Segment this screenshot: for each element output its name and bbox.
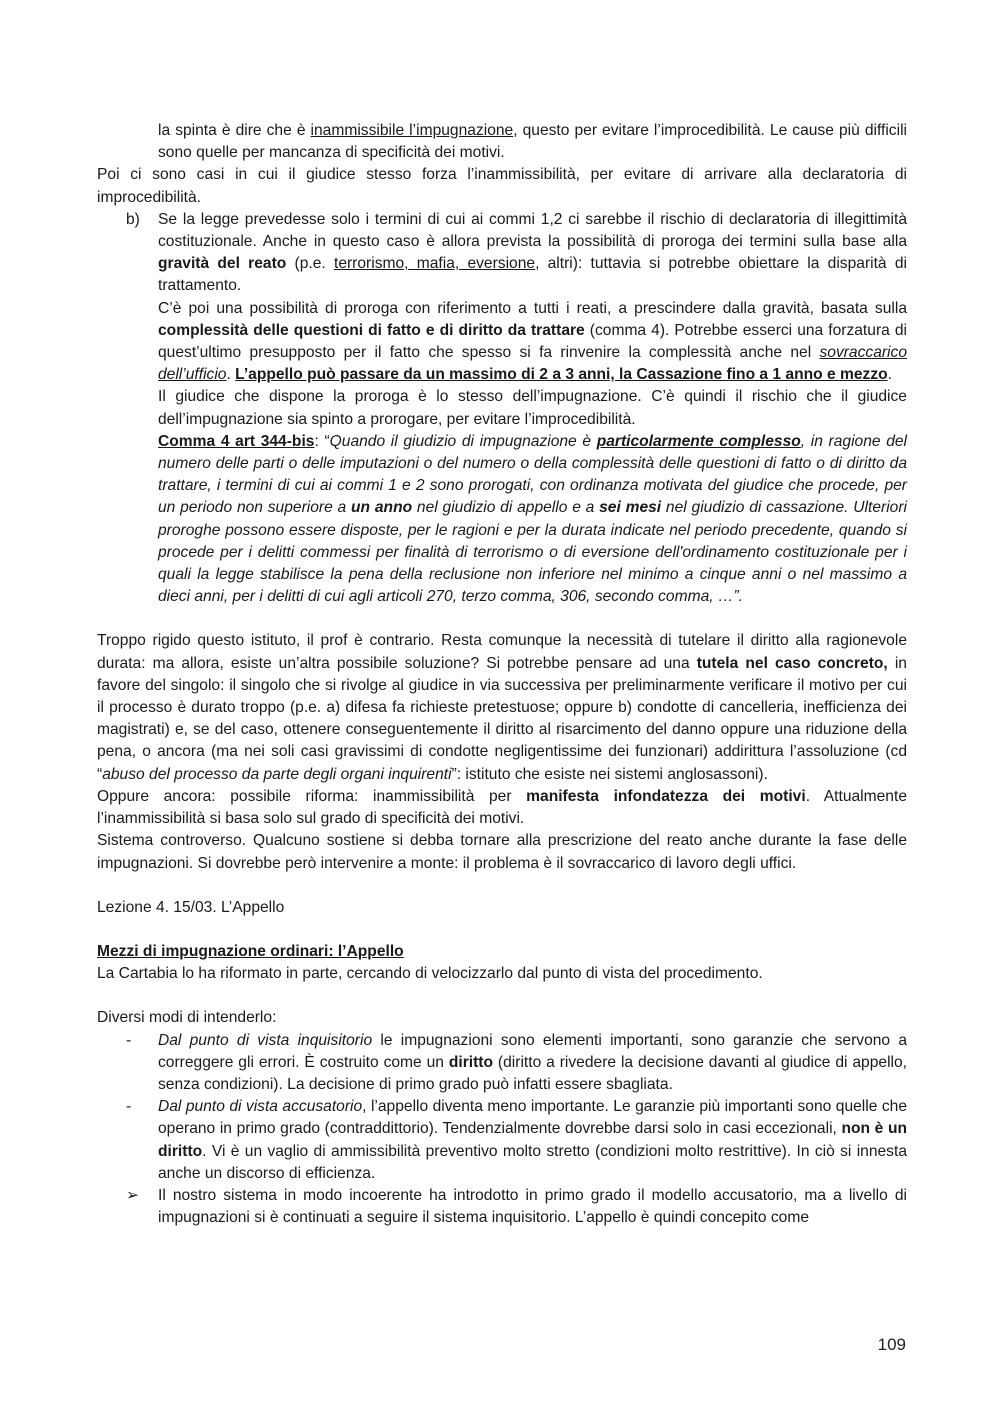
list-item-b	[97, 209, 907, 609]
text-run: C’è poi una possibilità di proroga con riferimento a tutti i reati, a prescindere dalla gravità, basata sulla	[158, 299, 907, 317]
paragraph-spinta	[97, 120, 907, 164]
dash-bullet: -	[126, 1098, 132, 1116]
article-reference: Comma 4 art 344-bis	[158, 432, 315, 450]
italic-term: Dal punto di vista accusatorio	[158, 1098, 363, 1116]
text-run: ”: istituto che esiste nei sistemi anglosassoni).	[451, 765, 768, 783]
text-run: le impugnazioni sono elementi importanti, sono garanzie che servono a correggere gli errori. È costruito come un	[158, 1031, 908, 1071]
text-run: Il nostro sistema in modo incoerente ha introdotto in primo grado il modello accusatorio, ma a livello di impugnazioni si è continuati a seguire il sistema inquisitorio. L’appello è quindi concepito come	[158, 1186, 907, 1227]
heading-text: Mezzi di impugnazione ordinari: l’Appello	[97, 942, 404, 960]
text-run: , questo per evitare l’improcedibilità. Le cause più difficili sono quelle per mancanza di specificità dei motivi.	[158, 122, 907, 162]
text-run: nel giudizio di appello e a	[412, 499, 600, 517]
list-item-sistema	[97, 1185, 907, 1229]
paragraph-proroga-gravita	[158, 209, 907, 298]
paragraph-sistema-controverso: Sistema controverso. Qualcuno sostiene si debba tornare alla prescrizione del reato anche durante la fase delle impugnazioni. Si dovrebbe però intervenire a monte: il problema è il sovraccarico di lavoro degli uffici.	[97, 832, 907, 872]
page-number: 109	[877, 1335, 906, 1354]
bold-term: diritto	[448, 1053, 494, 1071]
list-item-text	[158, 1096, 907, 1185]
bold-term: non è un diritto	[158, 1120, 908, 1160]
text-run: .	[226, 366, 236, 384]
bold-term: sei mesi	[599, 499, 662, 517]
paragraph-cartabia: La Cartabia lo ha riformato in parte, cercando di velocizzarlo dal punto di vista del procedimento.	[97, 965, 763, 983]
bold-term: complessità delle questioni di fatto e di diritto da trattare	[158, 321, 585, 339]
text-run: (p.e.	[286, 255, 334, 273]
paragraph-comma4-quote	[158, 431, 907, 609]
page-content	[97, 120, 907, 1229]
text-run: Se la legge prevedesse solo i termini di cui ai commi 1,2 ci sarebbe il rischio di declaratoria di illegittimità costituzionale. Anche in questo caso è allora prevista la possibilità di proroga dei termini sulla base alla	[158, 210, 907, 251]
bold-term: gravità del reato	[158, 255, 287, 273]
text-run: . Attualmente l’inammissibilità si basa solo sul grado di specificità dei motivi.	[97, 787, 907, 828]
paragraph-giudice-proroga: Il giudice che dispone la proroga è lo stesso dell’impugnazione. C’è quindi il rischio che il giudice dell’impugnazione sia spinto a prorogare, per evitare l’improcedibilità.	[158, 388, 907, 428]
underlined-term: terrorismo, mafia, eversione	[333, 255, 536, 273]
text-run: Troppo rigido questo istituto, il prof è contrario. Resta comunque la necessità di tutelare il diritto alla ragionevole durata: ma allora, esiste un’altra possibile soluzione? Si potrebbe pensare ad una	[97, 632, 907, 672]
list-item-text	[158, 1030, 907, 1097]
text-run: , altri): tuttavia si potrebbe obiettare la disparità di trattamento.	[158, 255, 907, 295]
italic-term: Dal punto di vista inquisitorio	[158, 1031, 373, 1049]
arrow-bullet-icon: ➢	[126, 1186, 140, 1204]
bold-term: manifesta infondatezza dei motivi	[526, 787, 806, 805]
section-heading	[97, 941, 907, 963]
spacer	[97, 608, 907, 630]
spacer	[97, 875, 907, 897]
paragraph-modi: Diversi modi di intenderlo:	[97, 1009, 277, 1027]
text-run: in favore del singolo: il singolo che si rivolge al giudice in via successiva per preliminarmente verificare il motivo per cui il processo è durato troppo (p.e. a) difesa fa richieste pretestuose; oppure b) condotte di cancelleria, inefficienza dei magistrati) e, se del caso, ottenere conseguentemente il diritto al risarcimento del danno oppure una riduzione della pena, o ancora (ma nei soli casi gravissimi di condotte negligentissime dei funzionari) addirittura l’assoluzione (cd “	[97, 654, 907, 783]
text-run: : “	[314, 432, 330, 450]
quoted-article-text	[158, 433, 907, 605]
list-item-text	[158, 1185, 907, 1229]
text-run: , l’appello diventa meno importante. Le garanzie più importanti sono quelle che operano in primo grado (contraddittorio). Tendenzialmente dovrebbe darsi solo in casi eccezionali,	[158, 1098, 907, 1138]
list-marker: b)	[126, 210, 140, 228]
text-run: , in ragione del numero delle parti o delle imputazioni o del numero o della complessità delle questioni di fatto o di diritto da trattare, i termini di cui ai commi 1 e 2 sono prorogati, con ordinanza motivata del giudice che procede, per un periodo non superiore a	[158, 432, 908, 517]
paragraph-inammissibilita: Poi ci sono casi in cui il giudice stesso forza l’inammissibilità, per evitare di arrivare alla declaratoria di improcedibilità.	[97, 166, 907, 206]
paragraph-tutela-concreto	[97, 630, 907, 785]
paragraph-proroga-complessita	[158, 298, 907, 387]
spacer	[97, 985, 907, 1007]
list-item-inquisitorio	[97, 1030, 907, 1097]
text-run: .	[887, 366, 893, 384]
text-run: Oppure ancora: possibile riforma: inammissibilità per	[97, 787, 527, 805]
dash-bullet: -	[126, 1031, 132, 1049]
text-run: Quando il giudizio di impugnazione è	[329, 432, 597, 450]
italic-underlined-term: sovraccarico dell’ufficio	[158, 344, 907, 384]
italic-term: abuso del processo da parte degli organi inquirenti	[102, 765, 452, 783]
bold-underlined-term: particolarmente complesso	[596, 432, 801, 450]
text-run: la spinta è dire che è	[158, 122, 311, 139]
lesson-title: Lezione 4. 15/03. L’Appello	[97, 898, 285, 916]
bold-term: un anno	[351, 499, 413, 517]
text-run: (comma 4). Potrebbe esserci una forzatura di quest’ultimo presupposto per il fatto che spesso si fa rinvenire la complessità anche nel	[158, 321, 907, 362]
text-run: . Vi è un vaglio di ammissibilità preventivo molto stretto (condizioni molto restrittive). In ciò si innesta anche un discorso di efficienza.	[158, 1142, 907, 1182]
text-run: (diritto a rivedere la decisione davanti al giudice di appello, senza condizioni). La decisione di primo grado può infatti essere sbagliata.	[158, 1053, 907, 1093]
underlined-term: inammissibile l’impugnazione	[310, 122, 514, 139]
paragraph-riforma	[97, 786, 907, 830]
text-run: nel giudizio di cassazione. Ulteriori proroghe possono essere disposte, per le ragioni e per la durata indicate nel periodo precedente, quando si procede per i delitti commessi per finalità di terrorismo o di eversione dell'ordinamento costituzionale per i quali la legge stabilisce la pena della reclusione non inferiore nel minimo a cinque anni o nel massimo a dieci anni, per i delitti di cui agli articoli 270, terzo comma, 306, secondo comma, …”.	[158, 499, 907, 606]
bold-underlined-statement: L’appello può passare da un massimo di 2 a 3 anni, la Cassazione fino a 1 anno e mezzo	[235, 366, 888, 384]
bold-term: tutela nel caso concreto,	[696, 654, 888, 672]
spacer	[97, 919, 907, 941]
list-item-accusatorio	[97, 1096, 907, 1185]
